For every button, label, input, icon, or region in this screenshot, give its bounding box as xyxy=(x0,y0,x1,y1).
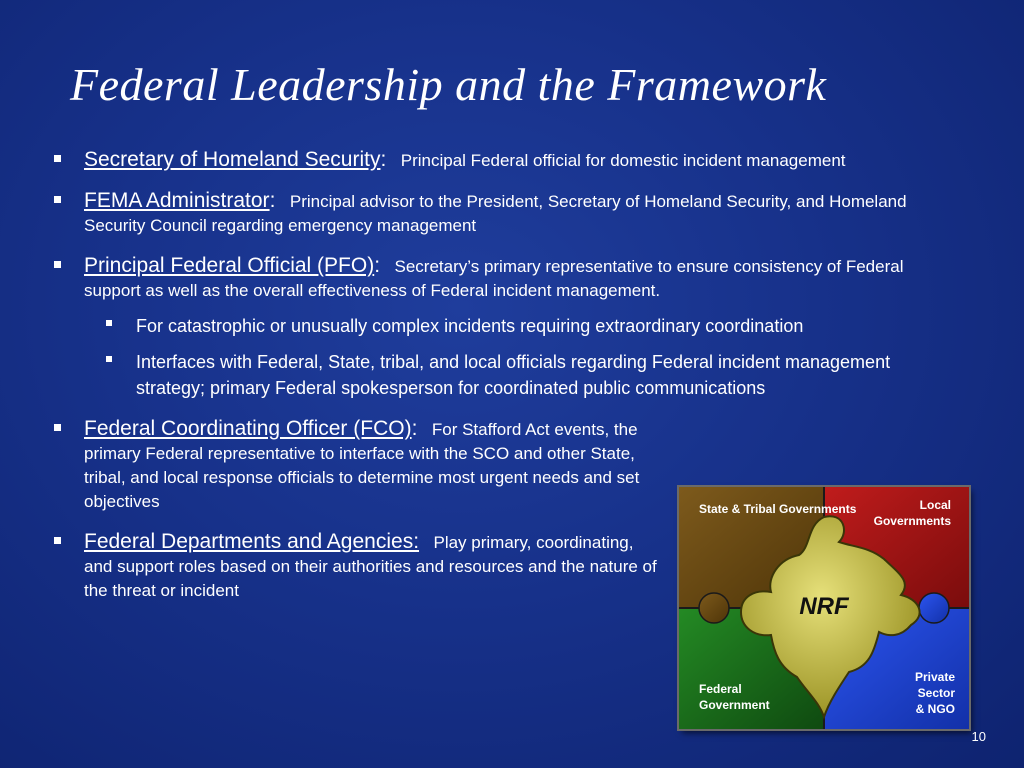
bullet-marker xyxy=(54,424,61,431)
sub-bullet-marker xyxy=(106,320,112,326)
bullet-colon: : xyxy=(411,417,418,440)
bullet-colon: : xyxy=(374,254,381,277)
bullet-term: Principal Federal Official (PFO) xyxy=(84,254,375,277)
label-private-line1: Private xyxy=(914,670,955,684)
bullet-term: Secretary of Homeland Security xyxy=(84,148,381,171)
slide-number: 10 xyxy=(971,729,986,744)
sub-bullet-item xyxy=(84,349,952,401)
nrf-label: NRF xyxy=(799,593,849,620)
bullet-item xyxy=(52,189,952,238)
bullet-item xyxy=(52,148,952,173)
label-federal-government: Federal Government xyxy=(699,682,770,712)
slide-title: Federal Leadership and the Framework xyxy=(70,59,827,110)
bullet-description: Principal Federal official for domestic incident management xyxy=(400,151,846,170)
bullet-description: For Stafford Act events, the primary Federal representative to interface with the SCO and other State, tribal, and local response officials to determine most urgent needs and set objectives xyxy=(84,420,640,511)
bullet-marker xyxy=(54,155,61,162)
sub-bullet-text: Interfaces with Federal, State, tribal, and local officials regarding Federal incident management strategy; primary Federal spokesperson for coordinated public communications xyxy=(136,352,891,398)
bullet-colon: : xyxy=(380,148,387,171)
sub-bullet-list xyxy=(84,313,952,401)
bullet-colon: : xyxy=(269,189,276,212)
bullet-term: Federal Coordinating Officer (FCO) xyxy=(84,417,412,440)
sub-bullet-marker xyxy=(106,356,112,362)
bullet-description: Secretary’s primary representative to ensure consistency of Federal support as well as the overall effectiveness of Federal incident management. xyxy=(84,257,904,300)
label-local-governments: Local Governments xyxy=(873,498,951,528)
label-private-sector xyxy=(915,669,955,717)
bullet-marker xyxy=(54,537,61,544)
bullet-marker xyxy=(54,196,61,203)
sub-bullet-item xyxy=(84,313,952,339)
bullet-item xyxy=(52,530,662,603)
bullet-description: Play primary, coordinating, and support roles based on their authorities and resources and the nature of the threat or incident xyxy=(84,533,657,600)
sub-bullet-text: For catastrophic or unusually complex incidents requiring extraordinary coordination xyxy=(136,316,804,336)
bullet-term: Federal Departments and Agencies: xyxy=(84,530,420,553)
bullet-item xyxy=(52,417,662,514)
bullet-marker xyxy=(54,261,61,268)
bullet-description: Principal advisor to the President, Secretary of Homeland Security, and Homeland Security Council regarding emergency management xyxy=(84,192,907,235)
label-private-line3: & NGO xyxy=(915,702,955,716)
bullet-term: FEMA Administrator xyxy=(84,189,270,212)
label-state-tribal: State & Tribal Governments xyxy=(699,502,857,516)
bullet-item xyxy=(52,254,952,401)
label-private-line2: Sector xyxy=(917,686,955,700)
nrf-puzzle-graphic xyxy=(679,487,969,729)
